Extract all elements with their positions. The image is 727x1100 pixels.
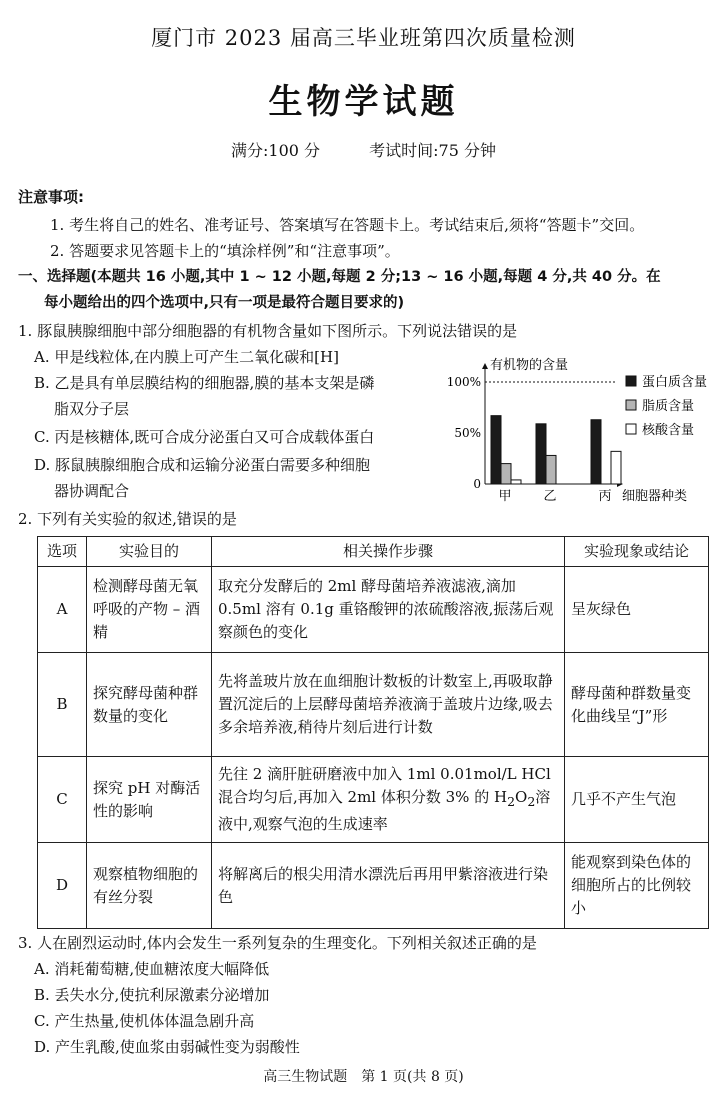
chart-ytick-label: 50% <box>454 426 481 440</box>
section1-title-cont: 每小题给出的四个选项中,只有一项是最符合题目要求的) <box>44 295 405 311</box>
table-header-cell: 相关操作步骤 <box>212 537 565 567</box>
aim-cell: 观察植物细胞的有丝分裂 <box>87 843 212 929</box>
chart-bar <box>611 451 621 484</box>
chart-bar <box>591 420 601 484</box>
q1-option-c: C. 丙是核糖体,既可合成分泌蛋白又可合成载体蛋白 <box>34 428 375 446</box>
q3-option-d: D. 产生乳酸,使血浆由弱碱性变为弱酸性 <box>34 1038 300 1056</box>
steps-text: 溶液中,观察气泡的生成速率 <box>218 788 551 833</box>
section1-title: 一、选择题(本题共 16 小题,其中 1 ~ 12 小题,每题 2 分;13 ~ 16 小题,每题 4 分,共 40 分。在 <box>18 269 661 285</box>
result-cell: 酵母菌种群数量变化曲线呈“J”形 <box>565 653 709 757</box>
q2-stem: 2. 下列有关实验的叙述,错误的是 <box>18 510 237 528</box>
notice-item-2: 2. 答题要求见答题卡上的“填涂样例”和“注意事项”。 <box>50 242 400 260</box>
legend-label: 蛋白质含量 <box>642 375 708 390</box>
option-cell: B <box>38 653 87 757</box>
chart-bar <box>511 480 521 484</box>
aim-cell: 探究 pH 对酶活性的影响 <box>87 757 212 843</box>
table-header-cell: 实验现象或结论 <box>565 537 709 567</box>
chart-bar <box>491 416 501 484</box>
organelle-content-chart <box>430 352 720 508</box>
chart-category-label: 甲 <box>498 489 512 504</box>
legend-label: 脂质含量 <box>642 399 695 414</box>
legend-label: 核酸含量 <box>642 423 695 438</box>
result-cell: 呈灰绿色 <box>565 567 709 653</box>
full-score: 满分:100 分 <box>231 141 321 160</box>
option-cell: D <box>38 843 87 929</box>
chart-bar <box>501 464 511 484</box>
chart-category-label: 乙 <box>543 489 557 504</box>
experiment-table <box>37 536 709 929</box>
page-footer: 高三生物试题 第 1 页(共 8 页) <box>263 1069 464 1085</box>
q3-option-c: C. 产生热量,使机体体温急剧升高 <box>34 1012 255 1030</box>
table-header-cell: 实验目的 <box>87 537 212 567</box>
table-header-row <box>38 537 709 567</box>
subject-title: 生物学试题 <box>268 82 459 122</box>
formula-sub: 2 <box>527 794 536 809</box>
table-row <box>38 757 709 843</box>
q1-option-d: D. 豚鼠胰腺细胞合成和运输分泌蛋白需要多种细胞 <box>34 456 371 474</box>
table-header-cell: 选项 <box>38 537 87 567</box>
exam-title: 厦门市 2023 届高三毕业班第四次质量检测 <box>151 26 576 50</box>
legend-swatch <box>626 424 636 434</box>
steps-cell: 将解离后的根尖用清水漂洗后再用甲紫溶液进行染色 <box>212 843 565 929</box>
chart-ylabel: 有机物的含量 <box>490 358 569 373</box>
q1-option-a: A. 甲是线粒体,在内膜上可产生二氧化碳和[H] <box>34 348 339 366</box>
option-cell: A <box>38 567 87 653</box>
table-row <box>38 843 709 929</box>
formula-h: H <box>493 788 508 806</box>
legend-swatch <box>626 376 636 386</box>
q1-option-d-cont: 器协调配合 <box>54 482 130 500</box>
notice-item-1: 1. 考生将自己的姓名、准考证号、答案填写在答题卡上。考试结束后,须将“答题卡”交回。 <box>50 216 645 234</box>
exam-time: 考试时间:75 分钟 <box>369 141 496 160</box>
q1-option-b-cont: 脂双分子层 <box>54 400 130 418</box>
steps-cell: 取充分发酵后的 2ml 酵母菌培养液滤液,滴加 0.5ml 溶有 0.1g 重铬酸钾的浓硫酸溶液,振荡后观察颜色的变化 <box>212 567 565 653</box>
chart-ytick-label: 100% <box>446 375 481 389</box>
q1-option-b: B. 乙是具有单层膜结构的细胞器,膜的基本支架是磷 <box>34 374 375 392</box>
steps-text: 先往 2 滴肝脏研磨液中加入 1ml 0.01mol/L HCl 混合均匀后,再加入 2ml 体积分数 3% 的 <box>218 765 551 806</box>
formula-o: O <box>515 788 528 806</box>
chart-bar <box>546 455 556 484</box>
q3-option-b: B. 丢失水分,使抗利尿激素分泌增加 <box>34 986 270 1004</box>
chart-category-label: 丙 <box>598 489 612 504</box>
exam-meta <box>0 138 727 161</box>
option-cell: C <box>38 757 87 843</box>
chart-xlabel: 细胞器种类 <box>622 489 688 504</box>
steps-cell <box>212 757 565 843</box>
q3-option-a: A. 消耗葡萄糖,使血糖浓度大幅降低 <box>34 960 270 978</box>
q1-stem: 1. 豚鼠胰腺细胞中部分细胞器的有机物含量如下图所示。下列说法错误的是 <box>18 322 518 340</box>
legend-swatch <box>626 400 636 410</box>
aim-cell: 探究酵母菌种群数量的变化 <box>87 653 212 757</box>
steps-cell: 先将盖玻片放在血细胞计数板的计数室上,再吸取静置沉淀后的上层酵母菌培养液滴于盖玻片边缘,吸去多余培养液,稍待片刻后进行计数 <box>212 653 565 757</box>
q3-stem: 3. 人在剧烈运动时,体内会发生一系列复杂的生理变化。下列相关叙述正确的是 <box>18 934 537 952</box>
formula-sub: 2 <box>507 794 516 809</box>
table-row <box>38 567 709 653</box>
aim-cell: 检测酵母菌无氧呼吸的产物 – 酒精 <box>87 567 212 653</box>
chart-ytick-label: 0 <box>473 477 481 491</box>
result-cell: 几乎不产生气泡 <box>565 757 709 843</box>
chart-bar <box>536 424 546 484</box>
notice-heading: 注意事项: <box>18 188 84 206</box>
table-row <box>38 653 709 757</box>
result-cell: 能观察到染色体的细胞所占的比例较小 <box>565 843 709 929</box>
